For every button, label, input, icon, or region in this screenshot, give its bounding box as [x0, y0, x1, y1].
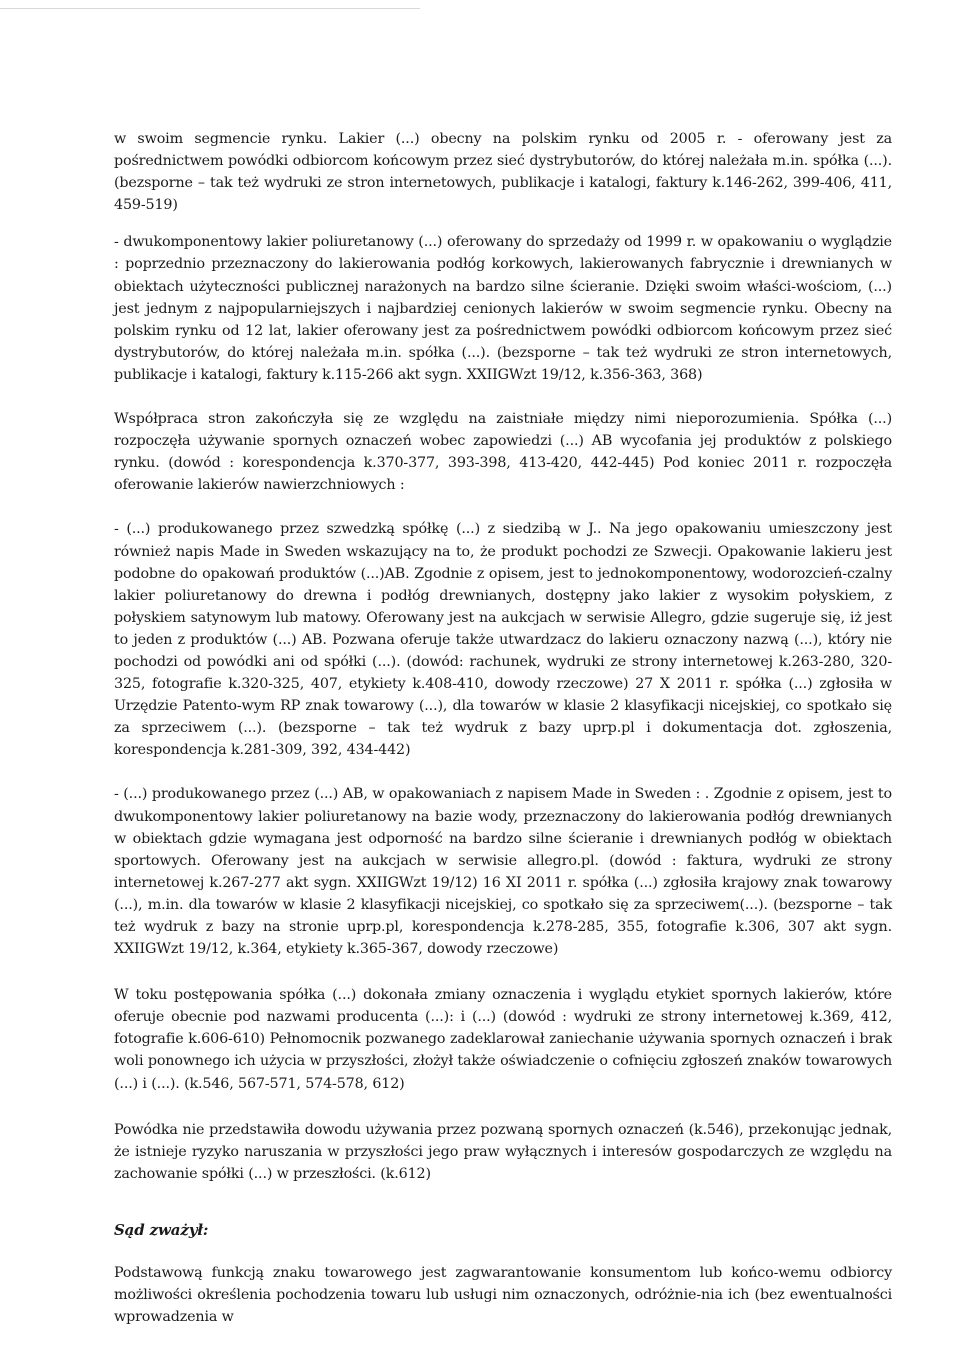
scan-top-rule — [0, 8, 420, 9]
document-page — [114, 128, 892, 1328]
section-heading-court-considered: Sąd zważył: — [114, 1220, 209, 1239]
paragraph-trademark-function: Podstawową funkcją znaku towarowego jest zagwarantowanie konsumentom lub końco-wemu odbiorcy możliwości określenia pochodzenia towaru lub usługi nim oznaczonych, odróżnie-nia ich (bez ewentualności wprowadzenia w — [114, 1265, 892, 1326]
paragraph-ab-product: - (...) produkowanego przez (...) AB, w opakowaniach z napisem Made in Sweden : . Zgodnie z opisem, jest to dwukomponentowy lakier poliuretanowy na bazie wody, przeznaczony do lakierowania podłóg drewnianych w obiektach gdzie wymagana jest odporność na bardzo silne ścieranie i drewnianych podłóg w obiektach sportowych. Oferowany jest na aukcjach w serwisie allegro.pl. (dowód : faktura, wydruki ze strony internetowej k.267-277 akt sygn. XXIIGWzt 19/12) 16 XI 2011 r. spółka (...) zgłosiła krajowy znak towarowy (...), m.in. dla towarów w klasie 2 klasyfikacji nicejskiej, co spotkało się za sprzeciwem(...). (bezsporne – tak też wydruk z bazy na stronie uprp.pl, korespondencja k.278-285, 355, fotografie k.306, 307 akt sygn. XXIIGWzt 19/12, k.364, etykiety k.365-367, dowody rzeczowe) — [114, 786, 892, 958]
paragraph-cooperation-ended: Współpraca stron zakończyła się ze względu na zaistniałe między nimi nieporozumienia. Spółka (...) rozpoczęła używanie spornych oznaczeń wobec zapowiedzi (...) AB wycofania jej produktów z polskiego rynku. (dowód : korespondencja k.370-377, 393-398, 413-420, 442-445) Pod koniec 2011 r. rozpoczęła oferowanie lakierów nawierzchniowych : — [114, 411, 892, 494]
paragraph-swedish-product: - (...) produkowanego przez szwedzką spółkę (...) z siedzibą w J.. Na jego opakowaniu umieszczony jest również napis Made in Sweden wskazujący na to, że produkt pochodzi ze Szwecji. Opakowanie lakieru jest podobne do opakowań produktów (...)AB. Zgodnie z opisem, jest to jednokomponentowy, wodorozcień-czalny lakier poliuretanowy do drewna i podłóg drewnianych, dostępny jako lakier z wysokim połyskiem, z połyskiem satynowym lub matowy. Oferowany jest na aukcjach w serwisie Allegro, gdzie sugeruje się, iż jest to jeden z produktów (...) AB. Pozwana oferuje także utwardzacz do lakieru oznaczony nazwą (...), który nie pochodzi od powódki ani od spółki (...). (dowód: rachunek, wydruki ze strony internetowej k.263-280, 320-325, fotografie k.320-325, 407, etykiety k.408-410, dowody rzeczowe) 27 X 2011 r. spółka (...) zgłosiła w Urzędzie Patento-wym RP znak towarowy (...), dla towarów w klasie 2 klasyfikacji nicejskiej, co spotkało się za sprzeciwem (...). (bezsporne – tak też wydruk z bazy uprp.pl i dokumentacja dot. zgłoszenia, korespondencja k.281-309, 392, 434-442) — [114, 521, 892, 759]
paragraph-intro-continuation: w swoim segmencie rynku. Lakier (...) obecny na polskim rynku od 2005 r. - oferowany jest za pośrednictwem powódki odbiorcom końcowym przez sieć dystrybutorów, do której należała m.in. spółka (...). (bezsporne – tak też wydruki ze stron internetowych, publikacje i katalogi, faktury k.146-262, 399-406, 411, 459-519) — [114, 131, 892, 214]
paragraph-no-evidence: Powódka nie przedstawiła dowodu używania przez pozwaną spornych oznaczeń (k.546), przekonując jednak, że istnieje ryzyko naruszania w przyszłości jego praw wyłącznych i interesów gospodarczych ze względu na zachowanie spółki (...) w przeszłości. (k.612) — [114, 1121, 892, 1182]
paragraph-two-component-lacquer: - dwukomponentowy lakier poliuretanowy (...) oferowany do sprzedaży od 1999 r. w opakowaniu o wyglądzie : poprzednio przeznaczony do lakierowania podłóg korkowych, lakierowanych fabrycznie i drewnianych w obiektach użyteczności publicznej narażonych na bardzo silne ścieranie. Dzięki swoim właści-wościom, (...) jest jednym z najpopularniejszych i najbardziej cenionych lakierów w swoim segmencie rynku. Obecny na polskim rynku od 12 lat, lakier oferowany jest za pośrednictwem powódki odbiorcom końcowym przez sieć dystrybutorów, do której należała m.in. spółka (...). (bezsporne – tak też wydruki ze stron internetowych, publikacje i katalogi, faktury k.115-266 akt sygn. XXIIGWzt 19/12, k.356-363, 368) — [114, 234, 892, 383]
paragraph-label-change: W toku postępowania spółka (...) dokonała zmiany oznaczenia i wyglądu etykiet spornych lakierów, które oferuje obecnie pod nazwami producenta (...): i (...) (dowód : wydruki ze strony internetowej k.369, 412, fotografie k.606-610) Pełnomocnik pozwanego zadeklarował zaniechanie używania spornych oznaczeń i brak woli ponownego ich użycia w przyszłości, złożył także oświadczenie o cofnięciu zgłoszeń znaków towarowych (...) i (...). (k.546, 567-571, 574-578, 612) — [114, 987, 892, 1092]
